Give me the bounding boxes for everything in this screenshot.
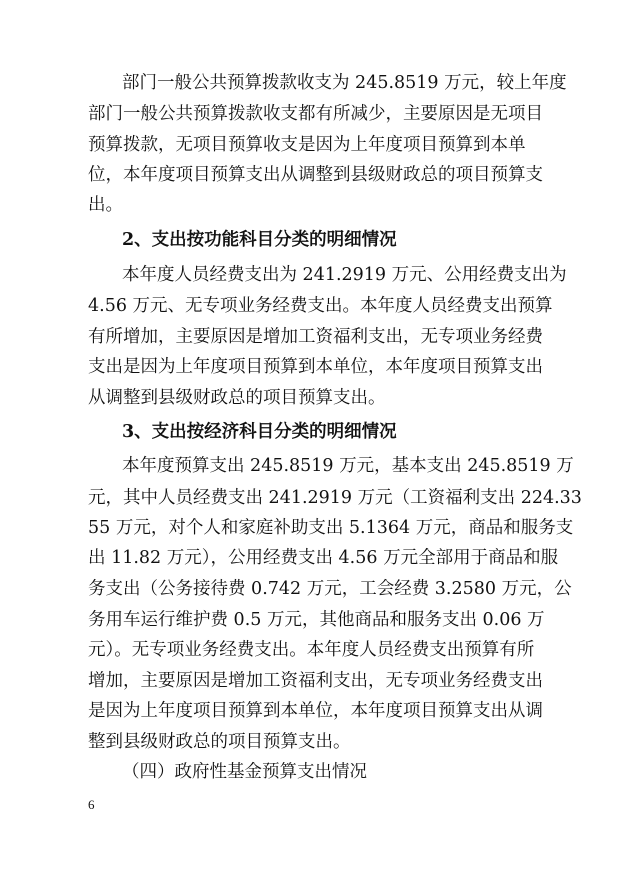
paragraph-line: 部门一般公共预算拨款收支为 245.8519 万元，较上年度	[122, 73, 567, 93]
section-heading-economic: 3、支出按经济科目分类的明细情况	[122, 422, 397, 443]
paragraph-line: 支出是因为上年度项目预算到本单位，本年度项目预算支出	[88, 357, 543, 378]
paragraph-line: 整到县级财政总的项目预算支出。	[88, 731, 351, 752]
paragraph-line: 务用车运行维护费 0.5 万元，其他商品和服务支出 0.06 万	[88, 610, 545, 631]
paragraph-line: 有所增加，主要原因是增加工资福利支出，无专项业务经费	[88, 326, 543, 347]
paragraph-line: 出。	[88, 195, 123, 216]
paragraph-line: 出 11.82 万元），公用经费支出 4.56 万元全部用于商品和服	[88, 548, 559, 569]
paragraph-line: 部门一般公共预算拨款收支都有所减少，主要原因是无项目	[88, 104, 543, 125]
paragraph-line: 位，本年度项目预算支出从调整到县级财政总的项目预算支	[88, 165, 543, 186]
section-heading-functional: 2、支出按功能科目分类的明细情况	[122, 230, 397, 251]
paragraph-line: 本年度预算支出 245.8519 万元，基本支出 245.8519 万	[122, 456, 574, 477]
paragraph-line: 本年度人员经费支出为 241.2919 万元、公用经费支出为	[122, 265, 567, 286]
paragraph-line: 是因为上年度项目预算到本单位，本年度项目预算支出从调	[88, 701, 543, 722]
page-number: 6	[88, 797, 95, 812]
paragraph-line: 元，其中人员经费支出 241.2919 万元（工资福利支出 224.33	[88, 487, 582, 508]
paragraph-line: 增加，主要原因是增加工资福利支出，无专项业务经费支出	[88, 670, 543, 691]
paragraph-line: 55 万元，对个人和家庭补助支出 5.1364 万元，商品和服务支	[88, 518, 574, 539]
paragraph-line: 元）。无专项业务经费支出。本年度人员经费支出预算有所	[88, 640, 535, 661]
paragraph-line: 务支出（公务接待费 0.742 万元，工会经费 3.2580 万元，公	[88, 578, 572, 599]
paragraph-line: 预算拨款，无项目预算收支是因为上年度项目预算到本单	[88, 134, 526, 155]
paragraph-line: 4.56 万元、无专项业务经费支出。本年度人员经费支出预算	[88, 295, 553, 316]
section-heading-gov-fund: （四）政府性基金预算支出情况	[122, 762, 367, 782]
paragraph-line: 从调整到县级财政总的项目预算支出。	[88, 387, 386, 408]
